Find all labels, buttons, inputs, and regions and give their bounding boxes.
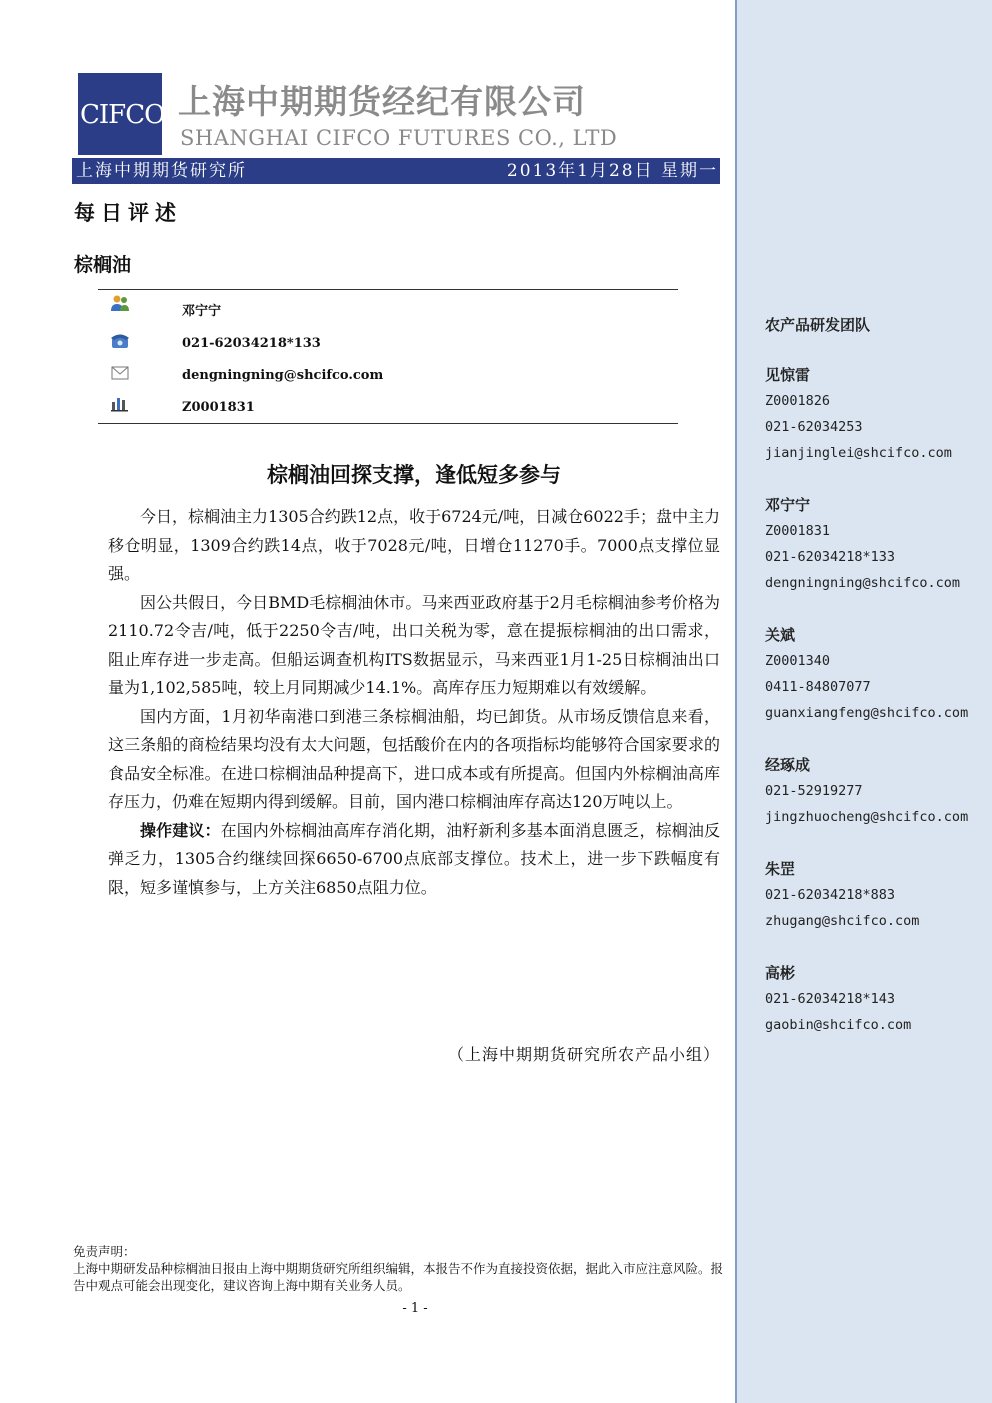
author-email[interactable]: dengningning@shcifco.com xyxy=(182,368,384,383)
logo-text: CIFCO xyxy=(80,100,165,130)
envelope-icon xyxy=(110,364,130,382)
advice-paragraph xyxy=(108,817,720,903)
company-name-en: SHANGHAI CIFCO FUTURES CO., LTD xyxy=(180,126,618,150)
team-member xyxy=(765,492,960,596)
member-name: 见惊雷 xyxy=(765,366,811,384)
team-member xyxy=(765,752,968,830)
article-paragraph: 今日，棕榈油主力1305合约跌12点，收于6724元/吨，日减仓6022手；盘中主力移仓明显，1309合约跌14点，收于7028元/吨，日增仓11270手。7000点支撑位显强。 xyxy=(108,507,720,583)
article-body xyxy=(108,503,720,902)
advice-label: 操作建议： xyxy=(140,820,221,840)
article-paragraph: 国内方面，1月初华南港口到港三条棕榈油船，均已卸货。从市场反馈信息来看，这三条船的商检结果均没有太大问题，包括酸价在内的各项指标均能够符合国家要求的食品安全标准。在进口棕榈油品种提高下，进口成本或有所提高。但国内外棕榈油高库存压力，仍难在短期内得到缓解。目前，国内港口棕榈油库存高达120万吨以上。 xyxy=(108,706,720,811)
commodity-title: 棕榈油 xyxy=(74,254,132,276)
disclaimer-text: 上海中期研发品种棕榈油日报由上海中期期货研究所组织编辑，本报告不作为直接投资依据，据此入市应注意风险。报告中观点可能会出现变化，建议咨询上海中期有关业务人员。 xyxy=(73,1261,724,1293)
member-name: 关斌 xyxy=(765,626,796,644)
member-name: 邓宁宁 xyxy=(765,496,811,514)
member-phone: 021-62034218*133 xyxy=(765,549,896,565)
phone-icon xyxy=(110,332,130,350)
research-team-sidebar xyxy=(735,0,992,1403)
disclaimer-title: 免责声明： xyxy=(73,1244,136,1259)
disclaimer xyxy=(73,1243,723,1294)
institute-name: 上海中期期货研究所 xyxy=(76,161,247,181)
author-phone: 021-62034218*133 xyxy=(182,336,321,351)
header-band xyxy=(72,158,720,184)
author-license: Z0001831 xyxy=(182,400,255,415)
team-member xyxy=(765,362,952,466)
chart-icon xyxy=(110,394,130,412)
team-member xyxy=(765,856,919,934)
company-name-cn: 上海中期期货经纪有限公司 xyxy=(178,82,586,121)
article-paragraph: 因公共假日，今日BMD毛棕榈油休市。马来西亚政府基于2月毛棕榈油参考价格为2110.72令吉/吨，低于2250令吉/吨，出口关税为零，意在提振棕榈油的出口需求，阻止库存进一步走高。但船运调查机构ITS数据显示，马来西亚1月1-25日棕榈油出口量为1,102,585吨，较上月同期减少14.1%。高库存压力短期难以有效缓解。 xyxy=(108,592,720,697)
member-phone: 021-52919277 xyxy=(765,783,863,799)
member-name: 经琢成 xyxy=(765,756,811,774)
page-number: - 1 - xyxy=(402,1301,428,1316)
member-email[interactable]: gaobin@shcifco.com xyxy=(765,1017,912,1033)
member-email[interactable]: zhugang@shcifco.com xyxy=(765,913,920,929)
member-name: 朱罡 xyxy=(765,860,796,878)
member-email[interactable]: guanxiangfeng@shcifco.com xyxy=(765,705,969,721)
member-phone: 021-62034218*143 xyxy=(765,991,896,1007)
advice-text: 在国内外棕榈油高库存消化期，油籽新利多基本面消息匮乏，棕榈油反弹乏力，1305合约继续回探6650-6700点底部支撑位。技术上，进一步下跌幅度有限，短多谨慎参与，上方关注6850点阻力位。 xyxy=(108,820,720,897)
article-signature: （上海中期期货研究所农产品小组） xyxy=(447,1045,720,1064)
member-email[interactable]: jingzhuocheng@shcifco.com xyxy=(765,809,969,825)
member-phone: 021-62034253 xyxy=(765,419,863,435)
member-license: Z0001826 xyxy=(765,393,831,409)
person-icon xyxy=(110,294,130,312)
article-headline: 棕榈油回探支撑，逢低短多参与 xyxy=(267,463,561,487)
team-member xyxy=(765,622,968,726)
company-logo xyxy=(78,73,165,155)
member-email[interactable]: jianjinglei@shcifco.com xyxy=(765,445,952,461)
member-phone: 021-62034218*883 xyxy=(765,887,896,903)
report-date: 2013年1月28日 星期一 xyxy=(506,161,718,181)
member-license: Z0001831 xyxy=(765,523,831,539)
report-type: 每日评述 xyxy=(74,200,182,225)
team-title: 农产品研发团队 xyxy=(765,316,871,334)
author-name: 邓宁宁 xyxy=(182,304,222,319)
author-info xyxy=(98,289,678,424)
member-email[interactable]: dengningning@shcifco.com xyxy=(765,575,961,591)
team-member xyxy=(765,960,911,1038)
member-name: 高彬 xyxy=(765,964,796,982)
member-phone: 0411-84807077 xyxy=(765,679,871,695)
member-license: Z0001340 xyxy=(765,653,831,669)
